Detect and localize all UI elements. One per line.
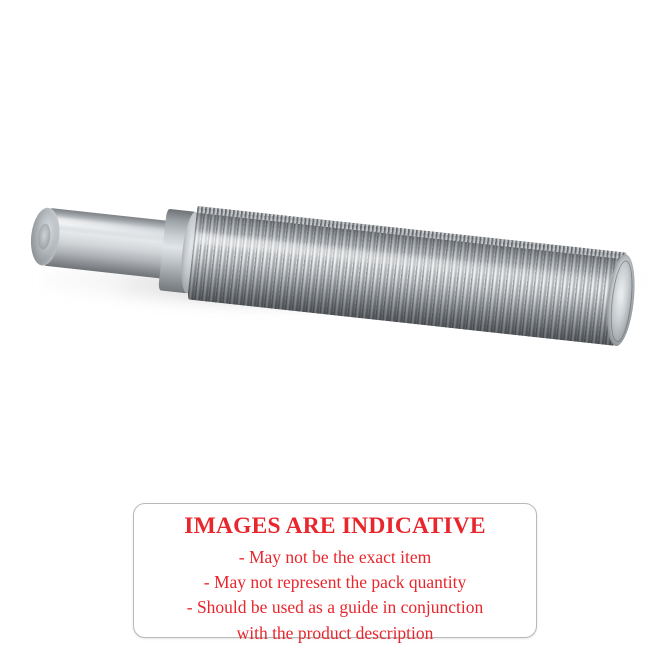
notice-line-3: - Should be used as a guide in conjunction bbox=[186, 597, 484, 618]
notice-line-4: with the product description bbox=[236, 622, 434, 643]
timing-pulley bbox=[38, 190, 636, 363]
indicative-image-notice bbox=[133, 503, 537, 643]
pulley-bore bbox=[37, 223, 52, 250]
notice-title: IMAGES ARE INDICATIVE bbox=[184, 513, 486, 539]
notice-line-1: - May not be the exact item bbox=[238, 546, 432, 567]
notice-line-2: - May not represent the pack quantity bbox=[203, 572, 467, 593]
